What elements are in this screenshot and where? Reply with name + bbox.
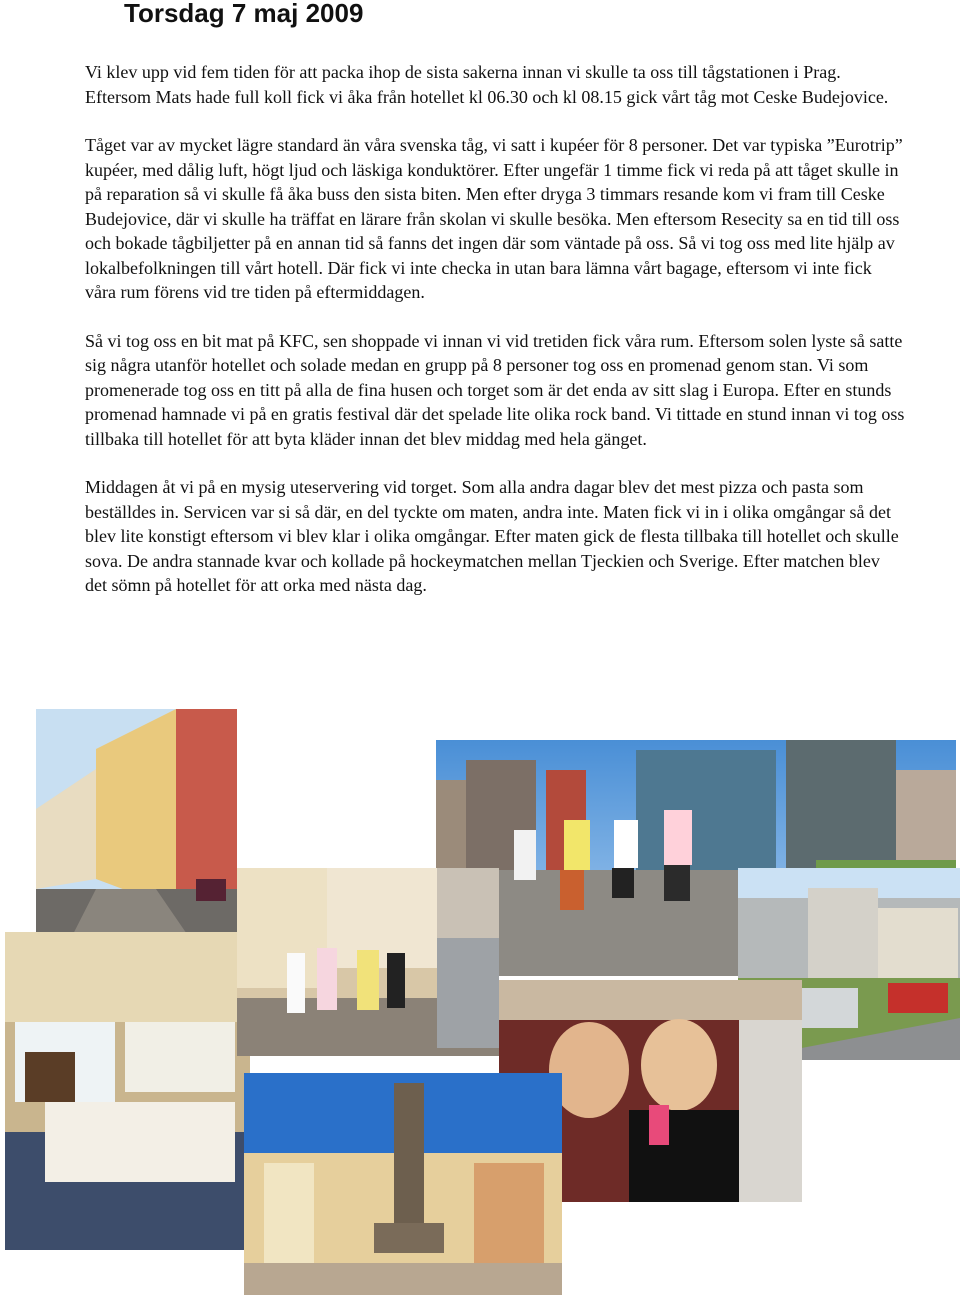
photo-shopping-street (237, 868, 499, 1056)
paragraph: Tåget var av mycket lägre standard än våra svenska tåg, vi satt i kupéer för 8 personer. Det var typiska ”Eurotrip” kupéer, med dålig luft, högt ljud och läskiga konduktörer. Efter ungefär 1 timme fick vi reda på att tåget skulle in på reparation så vi skulle få åka buss den sista biten. Men efter dryga 3 timmars resande kom vi fram till Ceske Budejovice, där vi skulle ha träffat en lärare från skolan vi skulle besöka. Men eftersom Resecity sa en tid till oss och bokade tågbiljetter på en annan tid så fanns det ingen där som väntade på oss. Så vi tog oss med lite hjälp av lokalbefolkningen till vårt hotell. Där fick vi inte checka in utan bara lämna vårt bagage, eftersom vi inte fick våra rum förens vid tre tiden på eftermiddagen. (85, 135, 903, 302)
photo-hotel-room (5, 932, 250, 1250)
paragraph: Middagen åt vi på en mysig uteservering vid torget. Som alla andra dagar blev det mest pizza och pasta som beställdes in. Servicen var si så där, en del tyckte om maten, andra inte. Maten fick vi in i olika omgångar så det blev lite konstigt eftersom vi blev klar i olika omgångar. Efter maten gick de flesta tillbaka till hotellet och skulle sova. De andra stannade kvar och kollade på hockeymatchen mellan Tjeckien och Sverige. Efter matchen blev det sömn på hotellet för att orka med nästa dag. (85, 477, 899, 595)
paragraph: Vi klev upp vid fem tiden för att packa ihop de sista sakerna innan vi skulle ta oss till tågstationen i Prag. Eftersom Mats hade full koll fick vi åka från hotellet kl 06.30 och kl 08.15 gick vårt tåg mot Ceske Budejovice. (85, 62, 889, 107)
page-title: Torsdag 7 maj 2009 (124, 0, 364, 28)
diary-text (85, 60, 905, 622)
photo-town-square-fountain (244, 1073, 562, 1295)
paragraph: Så vi tog oss en bit mat på KFC, sen shoppade vi innan vi vid tretiden fick våra rum. Eftersom solen lyste så satte sig några utanför hotellet och solade medan en grupp på 8 personer tog oss en promenad genom stan. Vi som promenerade tog oss en titt på alla de fina husen och torget som är det enda av sitt slag i Europa. Efter en stunds promenad hamnade vi på en gratis festival där det spelade lite olika rock band. Vi tittade en stund innan vi tog oss tillbaka till hotellet för att byta kläder innan det blev middag med hela gänget. (85, 330, 905, 449)
